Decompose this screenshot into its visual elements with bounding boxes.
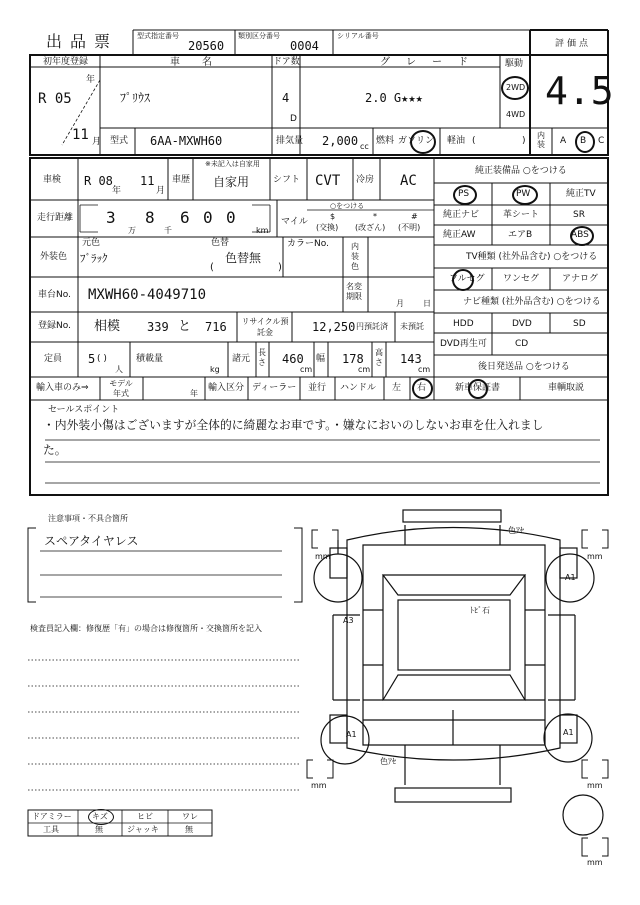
handle-right-circle (412, 378, 433, 399)
diagram-mm-br: mm (587, 781, 603, 790)
recycle-status: 円預託済 (356, 322, 388, 331)
mileage-digit-5: 0 (226, 208, 236, 227)
car-name-label: 車名 (170, 57, 234, 68)
equip-airbag: エアB (508, 230, 533, 240)
displacement-label: 排気量 (276, 136, 304, 146)
handle-label: ハンドル (340, 383, 377, 393)
doors-label: ドア数 (273, 57, 300, 67)
doors-type: D (290, 114, 297, 124)
navi-cd: CD (515, 339, 529, 349)
dvd-playback-label: DVD再生可 (440, 339, 487, 349)
diagram-mm-tr: mm (587, 552, 603, 561)
interior-grade-b-circle (575, 131, 595, 153)
type-label: 型式 (110, 136, 129, 146)
history-note: ※未記入は自家用 (205, 160, 260, 168)
model-cert-value: 20560 (188, 39, 225, 53)
mileage-circle-note: ○をつける (330, 202, 365, 210)
history-label: 車歴 (172, 175, 191, 185)
width-value: 178 (342, 352, 364, 366)
import-dealer: ディーラー (252, 383, 297, 393)
later-warranty: 新車保証書 (455, 383, 501, 393)
inspector-label: 検査員記入欄：修復歴「有」の場合は修復箇所・交換箇所を記入 (30, 624, 262, 633)
mark-rear-left-wheel: A1 (346, 730, 357, 739)
equip-sr: SR (573, 210, 585, 220)
height-value: 143 (400, 352, 422, 366)
length-label: 長さ (258, 348, 266, 367)
category-value: 0004 (290, 39, 319, 53)
mirror-header-break: ワレ (182, 812, 198, 821)
color-number-label: カラーNo. (287, 239, 329, 249)
mileage-digit-1: 3 (106, 208, 116, 227)
tv-type-title: TV種類 (社外品含む) ○をつける (466, 252, 598, 262)
inspection-year: R 08 (84, 174, 113, 188)
sales-point-label: セールスポイント (48, 405, 120, 415)
displacement-unit: cc (360, 142, 369, 151)
car-diagram (314, 510, 603, 835)
model-cert-label: 型式指定番号 (137, 32, 179, 40)
repaint-paren-close: ) (278, 262, 282, 273)
load-label: 積載量 (136, 354, 164, 364)
name-change-day: 日 (423, 299, 431, 308)
history-value: 自家用 (213, 175, 250, 189)
equip-ps-circle (453, 185, 477, 205)
category-label: 類別区分番号 (238, 32, 280, 40)
capacity-label: 定員 (44, 354, 63, 364)
mileage-hash: # (411, 212, 418, 221)
mark-windshield: ﾄﾋﾞ石 (470, 606, 490, 615)
tv-fullseg: フルセグ (449, 274, 485, 284)
mark-front-bumper: 色ｱｾ (508, 526, 524, 535)
repaint-value: 色替無 (225, 251, 262, 265)
fuel-gasoline-circle (410, 130, 436, 154)
equip-aw: 純正AW (443, 230, 476, 240)
import-only-label: 輸入車のみ⇒ (36, 383, 89, 393)
sales-point-line-1: ・内外装小傷はございますが全体的に綺麗なお車です。・嫌なにおいのしないお車を仕入れまし (43, 418, 544, 432)
inspection-year-unit: 年 (112, 186, 122, 196)
interior-grade-b: B (580, 136, 587, 146)
registration-region: 相模 (94, 319, 121, 334)
inspection-month-unit: 月 (156, 186, 166, 196)
first-reg-label: 初年度登録 (43, 57, 89, 67)
equip-abs: ABS (571, 230, 589, 240)
chassis-value: MXWH60-4049710 (88, 287, 207, 303)
dims-label: 諸元 (232, 354, 251, 364)
width-unit: cm (358, 365, 371, 374)
diesel-label: 軽油 (447, 136, 466, 146)
mileage-altered: (改ざん) (355, 223, 386, 232)
shift-label: シフト (273, 175, 301, 185)
notes-label: 注意事項・不具合箇所 (48, 514, 128, 523)
diagram-mm-bl: mm (311, 781, 327, 790)
capacity-paren: ( ) (97, 354, 107, 364)
height-label: 高さ (375, 348, 383, 367)
shift-value: CVT (315, 173, 341, 189)
equip-leather: 革シート (503, 210, 540, 220)
equip-navi: 純正ナビ (443, 210, 480, 220)
name-change-deadline-label: 名変期限 (346, 282, 362, 301)
mark-rear-bumper: 色ｱｾ (380, 757, 396, 766)
mileage-digit-2: 8 (145, 208, 155, 227)
score-value: 4.5 (545, 69, 614, 113)
serial-label: シリアル番号 (337, 32, 379, 40)
equip-abs-circle (570, 226, 594, 246)
mileage-man-unit: 万 (128, 226, 136, 235)
drive-2wd-circle (501, 76, 529, 100)
notes-line-1: スペアタイヤレス (44, 534, 139, 548)
length-value: 460 (282, 352, 304, 366)
later-shipping-title: 後日発送品 ○をつける (478, 362, 570, 372)
interior-grade-label: 内装 (537, 131, 545, 149)
mileage-mile: マイル (281, 217, 308, 227)
mileage-label: 走行距離 (37, 213, 74, 223)
navi-hdd: HDD (453, 319, 474, 329)
grade-value: 2.0 G★★★ (365, 91, 423, 105)
model-year-label: モデル年式 (109, 379, 133, 398)
mirror-header-crack: ヒビ (137, 812, 153, 821)
handle-left: 左 (392, 383, 402, 393)
inspection-label: 車検 (43, 175, 62, 185)
original-color-label: 元色 (82, 238, 101, 248)
displacement-value: 2,000 (322, 134, 359, 148)
mark-left-fender: A3 (343, 616, 354, 625)
equip-ps: PS (458, 189, 470, 199)
inspection-month: 11 (140, 174, 155, 188)
doors-value: 4 (282, 91, 290, 105)
mileage-star: * (373, 212, 377, 221)
drive-label: 駆動 (505, 59, 524, 69)
repaint-label: 色替 (211, 238, 230, 248)
fuel-label: 燃料 (376, 136, 395, 146)
chassis-label: 車台No. (38, 290, 71, 300)
recycle-unpaid: 未預託 (400, 322, 424, 331)
mark-front-right-wheel: A1 (565, 573, 576, 582)
form-title: 出品票 (46, 32, 119, 51)
mileage-unknown: (不明) (398, 223, 421, 232)
import-type-label: 輸入区分 (208, 383, 245, 393)
length-unit: cm (300, 365, 313, 374)
navi-type-title: ナビ種類 (社外品含む) ○をつける (463, 297, 601, 307)
tools-value: 無 (95, 825, 103, 834)
capacity-unit: 人 (115, 365, 123, 374)
first-reg-year: R 05 (38, 91, 72, 107)
first-reg-year-unit: 年 (86, 75, 96, 85)
grade-label: グレード (380, 57, 484, 68)
diesel-paren-close: ) (522, 136, 526, 146)
interior-grade-a: A (560, 136, 567, 146)
mileage-digit-3: 6 (180, 208, 190, 227)
recycle-value: 12,250 (312, 320, 356, 334)
registration-class: 339 (147, 320, 169, 334)
model-year-unit: 年 (190, 389, 198, 398)
mirror-scratch-circle (88, 809, 114, 825)
mileage-sen-unit: 千 (164, 226, 172, 235)
ac-label: 冷房 (356, 175, 375, 185)
registration-kana: と (178, 319, 192, 334)
tv-fullseg-circle (452, 269, 474, 291)
score-label: 評価点 (555, 39, 592, 49)
handle-right: 右 (417, 383, 427, 393)
fuel-value: ガソリン (398, 136, 435, 146)
mileage-digit-4: 0 (203, 208, 213, 227)
original-color-value: ﾌﾞﾗｯｸ (80, 252, 108, 265)
navi-dvd: DVD (512, 319, 532, 329)
interior-grade-c: C (598, 136, 605, 146)
sales-point-line-2: た。 (43, 443, 67, 457)
mirror-header-scratch: キズ (92, 812, 108, 821)
width-label: 幅 (316, 354, 326, 364)
type-value: 6AA-MXWH60 (150, 134, 223, 148)
height-unit: cm (418, 365, 431, 374)
equip-pw-circle (512, 185, 538, 205)
equip-pw: PW (516, 189, 531, 199)
diagram-mm-spare: mm (587, 858, 603, 867)
tv-analog: アナログ (562, 274, 599, 284)
equipment-title: 純正装備品 ○をつける (475, 166, 567, 176)
mileage-dollar: $ (330, 212, 336, 221)
jack-label: ジャッキ (127, 825, 159, 834)
registration-label: 登録No. (38, 321, 71, 331)
mark-rear-right-wheel: A1 (563, 728, 574, 737)
later-manual: 車輌取説 (548, 383, 585, 393)
car-name-value: ﾌﾟﾘｳｽ (120, 91, 151, 105)
drive-2wd: 2WD (506, 83, 526, 92)
first-reg-month: 11 (72, 127, 89, 143)
drive-4wd: 4WD (506, 110, 526, 119)
registration-number: 716 (205, 320, 227, 334)
first-reg-month-unit: 月 (92, 137, 102, 147)
capacity-value: 5 (88, 352, 96, 366)
interior-color-label: 内装色 (351, 242, 359, 271)
mirror-header-door: ドアミラー (32, 812, 72, 821)
mileage-km-unit: km (256, 226, 269, 235)
jack-value: 無 (185, 825, 193, 834)
mileage-exchange: (交換) (316, 223, 339, 232)
import-parallel: 並行 (308, 383, 327, 393)
load-unit: kg (210, 365, 220, 374)
diagram-mm-tl: mm (315, 552, 331, 561)
recycle-label: リサイクル預託金 (241, 317, 289, 337)
equip-tv: 純正TV (566, 189, 596, 199)
diesel-paren-open: ( (472, 136, 476, 146)
exterior-color-label: 外装色 (40, 252, 68, 262)
tools-label: 工具 (43, 825, 59, 834)
later-warranty-circle (468, 379, 488, 399)
navi-sd: SD (573, 319, 586, 329)
repaint-paren-open: ( (210, 262, 214, 273)
ac-value: AC (400, 173, 417, 189)
tv-oneseg: ワンセグ (503, 274, 540, 284)
name-change-month: 月 (396, 299, 404, 308)
